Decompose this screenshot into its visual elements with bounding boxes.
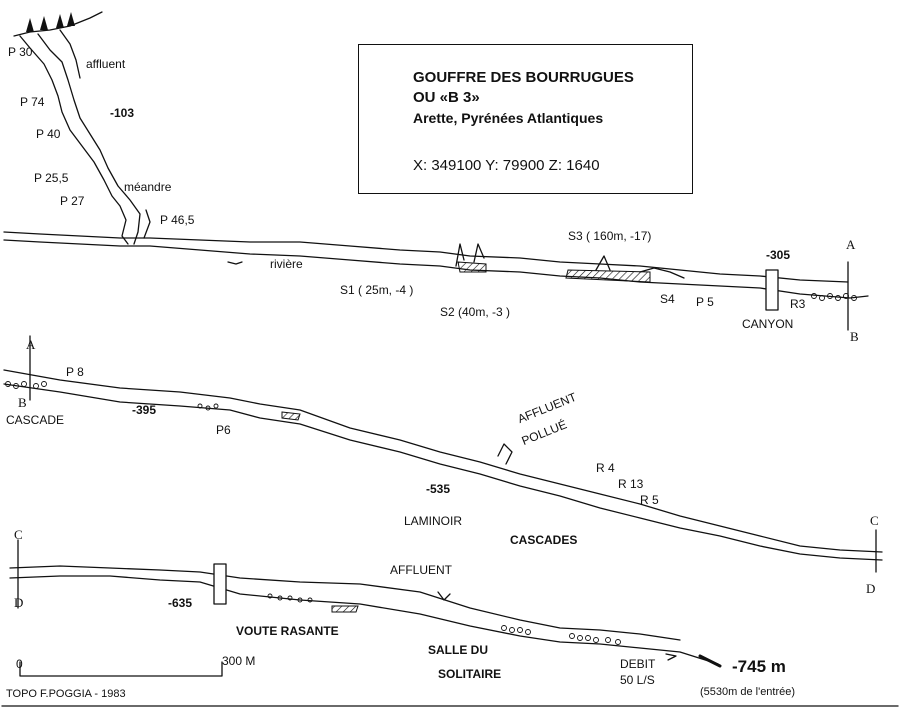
label-debit-1: DEBIT: [620, 657, 656, 671]
shaft-635: [214, 564, 226, 604]
label-cascade: CASCADE: [6, 413, 65, 427]
label-p30: P 30: [8, 45, 33, 59]
label-canyon: CANYON: [742, 317, 794, 331]
label-affluent-3: AFFLUENT: [390, 563, 453, 577]
shaft-305: [766, 270, 778, 310]
cave-coordinates: X: 349100 Y: 79900 Z: 1640: [413, 157, 600, 174]
label-cascades: CASCADES: [510, 533, 578, 547]
label-affluent-pollue-2: POLLUÉ: [519, 417, 569, 449]
label-depth-535: -535: [426, 482, 451, 496]
label-p5: P 5: [696, 295, 714, 309]
label-meandre: méandre: [124, 180, 172, 194]
section3-floor: [10, 576, 718, 664]
surface-trees-icon: [26, 12, 75, 32]
label-salle-1: SALLE DU: [428, 643, 488, 657]
label-depth-103: -103: [110, 106, 135, 120]
cave-alias: OU «B 3»: [413, 89, 480, 106]
section1-floor: [4, 237, 868, 298]
cave-location: Arette, Pyrénées Atlantiques: [413, 110, 604, 126]
label-cut-c: C: [870, 513, 879, 528]
label-cut-d: D: [866, 581, 876, 596]
river-flow-arrow: [228, 262, 242, 264]
section1-roof: [4, 229, 848, 282]
label-cut-a: A: [846, 237, 856, 252]
cave-name: GOUFFRE DES BOURRUGUES: [413, 69, 634, 86]
label-cut-c-2: C: [14, 527, 23, 542]
label-s1: S1 ( 25m, -4 ): [340, 283, 414, 297]
label-cut-a-2: A: [26, 337, 36, 352]
label-voute-rasante: VOUTE RASANTE: [236, 624, 339, 638]
boulder-choke: [6, 294, 857, 645]
label-r3: R3: [790, 297, 806, 311]
label-r4: R 4: [596, 461, 615, 475]
label-depth-635: -635: [168, 596, 193, 610]
label-final-depth: -745 m: [732, 657, 786, 676]
affluent-pollue-arrow: [498, 444, 512, 464]
terminal-sump: [700, 656, 720, 666]
label-riviere: rivière: [270, 257, 303, 271]
debit-arrow: [666, 654, 676, 660]
label-s3: S3 ( 160m, -17): [568, 229, 652, 243]
title-box: [358, 44, 693, 194]
label-cut-b-2: B: [18, 395, 27, 410]
label-p6: P6: [216, 423, 231, 437]
label-debit-2: 50 L/S: [620, 673, 655, 687]
label-laminoir: LAMINOIR: [404, 514, 463, 528]
label-salle-2: SOLITAIRE: [438, 667, 502, 681]
label-depth-305: -305: [766, 248, 791, 262]
label-p25: P 25,5: [34, 171, 69, 185]
label-affluent: affluent: [86, 57, 126, 71]
label-cut-d-2: D: [14, 595, 24, 610]
label-r5: R 5: [640, 493, 659, 507]
s3-chimney: [596, 256, 610, 270]
label-depth-395: -395: [132, 403, 157, 417]
scale-zero: 0: [16, 657, 23, 671]
label-affluent-pollue-1: AFFLUENT: [515, 389, 579, 427]
label-s4: S4: [660, 292, 675, 306]
label-r13: R 13: [618, 477, 644, 491]
label-s2: S2 (40m, -3 ): [440, 305, 511, 319]
label-p8: P 8: [66, 365, 84, 379]
shaft-p46: [144, 210, 150, 238]
label-p40: P 40: [36, 127, 61, 141]
label-p46: P 46,5: [160, 213, 195, 227]
credit-label: TOPO F.POGGIA - 1983: [6, 688, 126, 700]
affluent-shaft: [60, 30, 80, 78]
label-cut-b: B: [850, 329, 859, 344]
label-p74: P 74: [20, 95, 45, 109]
label-p27: P 27: [60, 194, 85, 208]
label-depth-note: (5530m de l'entrée): [700, 686, 796, 698]
scale-bar: [20, 662, 222, 676]
scale-label: 300 M: [222, 654, 256, 668]
